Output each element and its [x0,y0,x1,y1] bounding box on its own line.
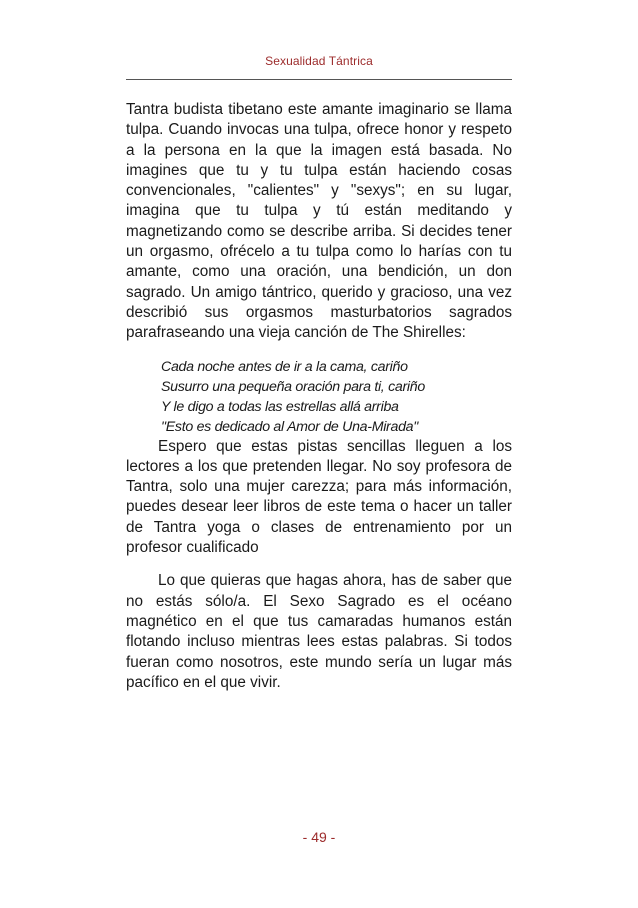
page-number: - 49 - [302,829,336,845]
page-body [126,100,512,693]
verse-line-3: Y le digo a todas las estrellas allá arriba [161,398,399,415]
verse-line-1: Cada noche antes de ir a la cama, cariño [161,358,408,375]
verse-line-2: Susurro una pequeña oración para ti, cariño [161,378,425,395]
verse-line-4: "Esto es dedicado al Amor de Una-Mirada" [161,418,418,435]
header-divider [126,79,512,80]
running-header: Sexualidad Tántrica [265,54,373,68]
song-verses [126,357,512,437]
paragraph-tulpa: Tantra budista tibetano este amante imaginario se llama tulpa. Cuando invocas una tulpa, ofrece honor y respeto a la persona en la que la imagen está basada. No imagines que tu y tu tulpa están haciendo cosas convencionales, "calientes" y "sexys"; en su lugar, imagina que tu tulpa y tú están meditando y magnetizando como se describe arriba. Si decides tener un orgasmo, ofrécelo a tu tulpa como lo harías con tu amante, como una oración, una bendición, un don sagrado. Un amigo tántrico, querido y gracioso, una vez describió sus orgasmos masturbatorios sagrados parafraseando una vieja canción de The Shirelles: [126,101,512,342]
paragraph-hints: Espero que estas pistas sencillas lleguen a los lectores a los que pretenden llegar. No soy profesora de Tantra, solo una mujer carezza; para más información, puedes desear leer libros de este tema o hacer un taller de Tantra yoga o clases de entrenamiento por un profesor cualificado [126,437,512,557]
paragraph-closing: Lo que quieras que hagas ahora, has de saber que no estás sólo/a. El Sexo Sagrado es el océano magnético en el que tus camaradas humanos están flotando incluso mientras lees estas palabras. Si todos fueran como nosotros, este mundo sería un lugar más pacífico en el que vivir. [126,572,512,691]
